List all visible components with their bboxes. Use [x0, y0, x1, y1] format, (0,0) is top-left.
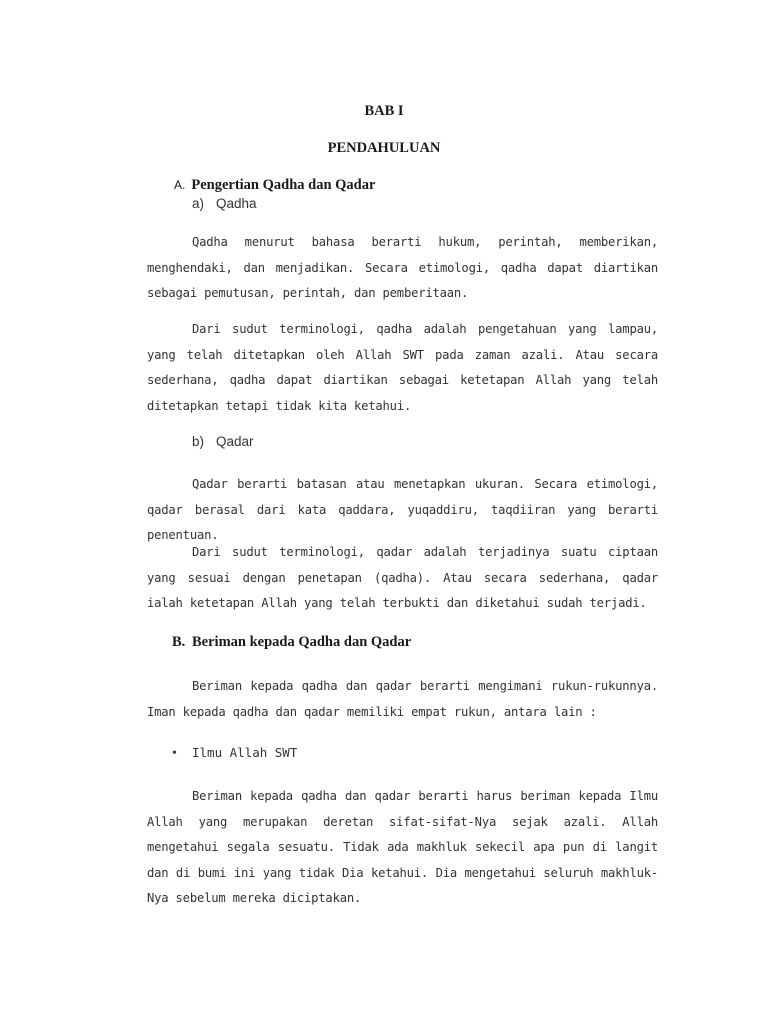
subheading-qadar-letter: b) [192, 434, 205, 449]
bullet-item-label: Ilmu Allah SWT [192, 745, 298, 760]
subheading-qadha [192, 196, 257, 211]
section-b-heading [172, 634, 411, 651]
section-b-letter: B. [172, 634, 186, 650]
subheading-qadar-label: Qadar [216, 434, 254, 449]
section-b-title: Beriman kepada Qadha dan Qadar [192, 634, 412, 650]
section-a-title: Pengertian Qadha dan Qadar [191, 177, 376, 193]
subheading-qadha-label: Qadha [216, 196, 257, 211]
paragraph-qadha-etymology: Qadha menurut bahasa berarti hukum, perintah, memberikan, menghendaki, dan menjadikan. Secara etimologi, qadha dapat diartikan sebagai pemutusan, perintah, dan pemberitaan. [147, 235, 658, 300]
paragraph-ilmu-allah: Beriman kepada qadha dan qadar berarti harus beriman kepada Ilmu Allah yang merupakan deretan sifat-sifat-Nya sejak azali. Allah mengetahui segala sesuatu. Tidak ada makhluk sekecil apa pun di langit dan di bumi ini yang tidak Dia ketahui. Dia mengetahui seluruh makhluk-Nya sebelum mereka diciptakan. [147, 789, 658, 905]
chapter-number: BAB I [364, 103, 404, 119]
paragraph-qadar-terminology: Dari sudut terminologi, qadar adalah terjadinya suatu ciptaan yang sesuai dengan penetapan (qadha). Atau secara sederhana, qadar ialah ketetapan Allah yang telah terbukti dan diketahui sudah terjadi. [147, 545, 658, 610]
bullet-item-ilmu-allah [172, 745, 297, 762]
bullet-dot-icon: • [172, 746, 177, 761]
section-a-heading [174, 177, 375, 194]
paragraph-qadha-terminology: Dari sudut terminologi, qadha adalah pengetahuan yang lampau, yang telah ditetapkan oleh Allah SWT pada zaman azali. Atau secara sederhana, qadha dapat diartikan sebagai ketetapan Allah yang telah ditetapkan tetapi tidak kita ketahui. [147, 322, 658, 413]
paragraph-qadar-etymology: Qadar berarti batasan atau menetapkan ukuran. Secara etimologi, qadar berasal dari kata qaddara, yuqaddiru, taqdiiran yang berarti penentuan. [147, 477, 658, 542]
subheading-qadar [192, 434, 254, 449]
chapter-title: PENDAHULUAN [327, 140, 441, 156]
subheading-qadha-letter: a) [192, 196, 205, 211]
section-a-letter: A. [174, 178, 186, 192]
paragraph-beriman-intro: Beriman kepada qadha dan qadar berarti mengimani rukun-rukunnya. Iman kepada qadha dan qadar memiliki empat rukun, antara lain : [147, 679, 658, 719]
